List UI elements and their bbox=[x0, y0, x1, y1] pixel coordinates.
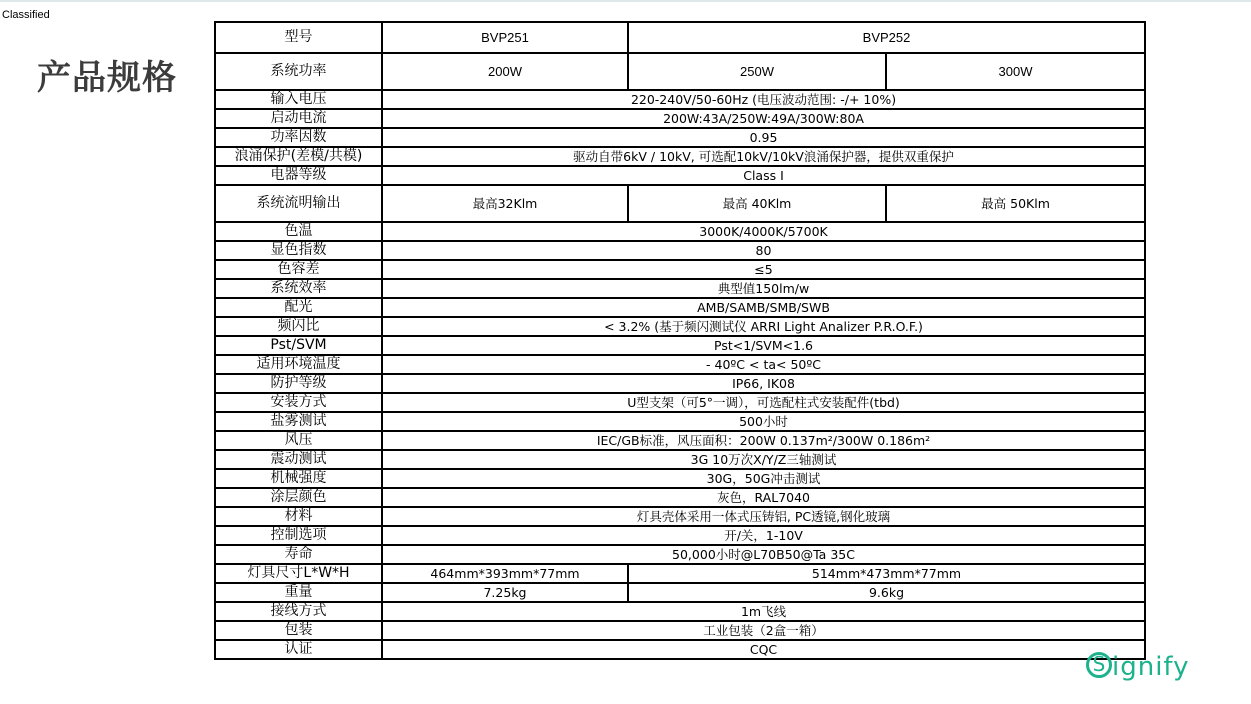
power-300w: 300W bbox=[886, 53, 1145, 90]
logo-text: ignify bbox=[1112, 652, 1190, 682]
lumen-300w: 最高 50Klm bbox=[886, 185, 1145, 222]
row-label: 防护等级 bbox=[215, 374, 382, 393]
row-label: Pst/SVM bbox=[215, 336, 382, 355]
table-row bbox=[215, 545, 1145, 564]
row-value: U型支架（可5°一调），可选配柱式安装配件(tbd) bbox=[382, 393, 1145, 412]
table-row bbox=[215, 469, 1145, 488]
row-value: - 40ºC < ta< 50ºC bbox=[382, 355, 1145, 374]
spec-table bbox=[214, 21, 1146, 660]
row-value: Class I bbox=[382, 166, 1145, 185]
logo-mark: S bbox=[1092, 652, 1106, 676]
model-bvp252: BVP252 bbox=[628, 22, 1145, 53]
row-label: 启动电流 bbox=[215, 109, 382, 128]
dims-bvp251: 464mm*393mm*77mm bbox=[382, 564, 628, 583]
row-value: 灯具壳体采用一体式压铸铝, PC透镜,钢化玻璃 bbox=[382, 507, 1145, 526]
table-row bbox=[215, 355, 1145, 374]
lumen-200w: 最高32Klm bbox=[382, 185, 628, 222]
row-value: 50,000小时@L70B50@Ta 35C bbox=[382, 545, 1145, 564]
table-row bbox=[215, 450, 1145, 469]
table-row bbox=[215, 640, 1145, 659]
row-label: 寿命 bbox=[215, 545, 382, 564]
row-label: 色容差 bbox=[215, 260, 382, 279]
row-label: 涂层颜色 bbox=[215, 488, 382, 507]
page-title: 产品规格 bbox=[37, 58, 177, 98]
row-value: 0.95 bbox=[382, 128, 1145, 147]
row-label: 材料 bbox=[215, 507, 382, 526]
row-label: 机械强度 bbox=[215, 469, 382, 488]
row-value: < 3.2% (基于频闪测试仪 ARRI Light Analizer P.R.O.F.) bbox=[382, 317, 1145, 336]
table-row bbox=[215, 412, 1145, 431]
table-row bbox=[215, 128, 1145, 147]
row-label: 配光 bbox=[215, 298, 382, 317]
table-row bbox=[215, 526, 1145, 545]
row-label: 安装方式 bbox=[215, 393, 382, 412]
row-value: AMB/SAMB/SMB/SWB bbox=[382, 298, 1145, 317]
table-row bbox=[215, 222, 1145, 241]
dims-bvp252: 514mm*473mm*77mm bbox=[628, 564, 1145, 583]
table-row bbox=[215, 393, 1145, 412]
row-label: 重量 bbox=[215, 583, 382, 602]
table-row-model bbox=[215, 22, 1145, 53]
row-label: 电器等级 bbox=[215, 166, 382, 185]
table-row bbox=[215, 336, 1145, 355]
row-value: 500小时 bbox=[382, 412, 1145, 431]
table-row-power bbox=[215, 53, 1145, 90]
table-row bbox=[215, 166, 1145, 185]
weight-bvp251: 7.25kg bbox=[382, 583, 628, 602]
row-label: 认证 bbox=[215, 640, 382, 659]
row-label: 色温 bbox=[215, 222, 382, 241]
row-label: 频闪比 bbox=[215, 317, 382, 336]
row-value: 1m飞线 bbox=[382, 602, 1145, 621]
table-row-dimensions bbox=[215, 564, 1145, 583]
table-row bbox=[215, 374, 1145, 393]
row-label: 系统功率 bbox=[215, 53, 382, 90]
row-value: IEC/GB标准，风压面积：200W 0.137m²/300W 0.186m² bbox=[382, 431, 1145, 450]
row-value: IP66, IK08 bbox=[382, 374, 1145, 393]
row-value: 工业包装（2盒一箱） bbox=[382, 621, 1145, 640]
lumen-250w: 最高 40Klm bbox=[628, 185, 886, 222]
row-label: 功率因数 bbox=[215, 128, 382, 147]
row-value: 灰色，RAL7040 bbox=[382, 488, 1145, 507]
row-label: 灯具尺寸L*W*H bbox=[215, 564, 382, 583]
row-value: 驱动自带6kV / 10kV, 可选配10kV/10kV浪涌保护器，提供双重保护 bbox=[382, 147, 1145, 166]
table-row-weight bbox=[215, 583, 1145, 602]
row-value: 80 bbox=[382, 241, 1145, 260]
table-row bbox=[215, 621, 1145, 640]
row-value: 200W:43A/250W:49A/300W:80A bbox=[382, 109, 1145, 128]
row-value: 220-240V/50-60Hz (电压波动范围: -/+ 10%) bbox=[382, 90, 1145, 109]
signify-logo bbox=[1086, 650, 1211, 686]
row-label: 系统效率 bbox=[215, 279, 382, 298]
table-row bbox=[215, 90, 1145, 109]
power-200w: 200W bbox=[382, 53, 628, 90]
table-row bbox=[215, 298, 1145, 317]
row-label: 显色指数 bbox=[215, 241, 382, 260]
table-row bbox=[215, 602, 1145, 621]
table-row-lumen bbox=[215, 185, 1145, 222]
table-row bbox=[215, 488, 1145, 507]
row-label: 系统流明输出 bbox=[215, 185, 382, 222]
classification-label: Classified bbox=[2, 9, 50, 21]
row-value: Pst<1/SVM<1.6 bbox=[382, 336, 1145, 355]
weight-bvp252: 9.6kg bbox=[628, 583, 1145, 602]
row-value: 3000K/4000K/5700K bbox=[382, 222, 1145, 241]
table-row bbox=[215, 279, 1145, 298]
table-row bbox=[215, 260, 1145, 279]
table-row bbox=[215, 109, 1145, 128]
row-label: 适用环境温度 bbox=[215, 355, 382, 374]
row-value: 30G，50G冲击测试 bbox=[382, 469, 1145, 488]
row-label: 浪涌保护(差模/共模) bbox=[215, 147, 382, 166]
table-row bbox=[215, 507, 1145, 526]
table-row bbox=[215, 241, 1145, 260]
row-label: 控制选项 bbox=[215, 526, 382, 545]
row-value: 典型值150lm/w bbox=[382, 279, 1145, 298]
row-value: 开/关，1-10V bbox=[382, 526, 1145, 545]
row-value: CQC bbox=[382, 640, 1145, 659]
row-label: 震动测试 bbox=[215, 450, 382, 469]
row-label: 风压 bbox=[215, 431, 382, 450]
table-row bbox=[215, 431, 1145, 450]
row-label: 包装 bbox=[215, 621, 382, 640]
row-value: ≤5 bbox=[382, 260, 1145, 279]
power-250w: 250W bbox=[628, 53, 886, 90]
table-row bbox=[215, 317, 1145, 336]
top-border bbox=[0, 0, 1251, 2]
row-label: 输入电压 bbox=[215, 90, 382, 109]
row-label: 盐雾测试 bbox=[215, 412, 382, 431]
row-value: 3G 10万次X/Y/Z三轴测试 bbox=[382, 450, 1145, 469]
row-label: 型号 bbox=[215, 22, 382, 53]
model-bvp251: BVP251 bbox=[382, 22, 628, 53]
row-label: 接线方式 bbox=[215, 602, 382, 621]
table-row bbox=[215, 147, 1145, 166]
